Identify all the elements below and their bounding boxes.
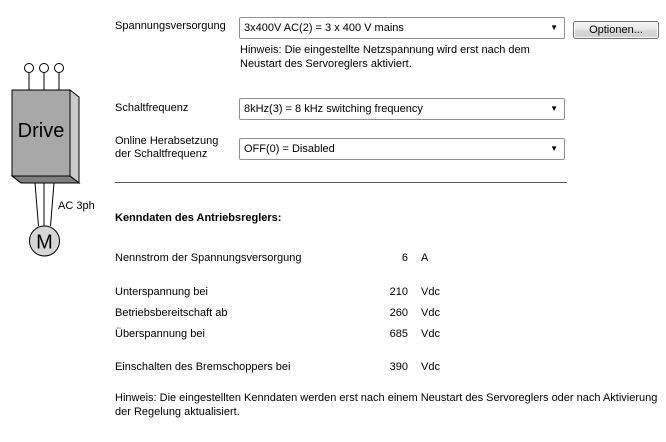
row-label: Überspannung bei bbox=[115, 328, 205, 340]
row-unit: Vdc bbox=[421, 328, 440, 340]
power-supply-combobox[interactable] bbox=[239, 17, 565, 39]
switching-frequency-label: Schaltfrequenz bbox=[115, 102, 189, 114]
row-unit: Vdc bbox=[421, 307, 440, 319]
drive-box-bottom-face bbox=[12, 176, 79, 183]
chevron-down-icon: ▼ bbox=[550, 104, 558, 113]
separator-line bbox=[115, 182, 567, 183]
drive-box-side-face bbox=[70, 90, 79, 183]
row-unit: A bbox=[421, 252, 429, 264]
online-reduction-combobox[interactable] bbox=[239, 138, 565, 160]
online-reduction-label: Online Herabsetzung der Schaltfrequenz bbox=[115, 135, 219, 160]
online-reduction-combobox-value: OFF(0) = Disabled bbox=[244, 143, 335, 155]
row-value: 260 bbox=[389, 307, 408, 319]
row-label: Unterspannung bei bbox=[115, 286, 208, 298]
row-value: 685 bbox=[389, 328, 408, 340]
power-supply-hint: Hinweis: Die eingestellte Netzspannung wird erst nach dem Neustart des Servoreglers aktiviert. bbox=[240, 44, 530, 70]
drive-box-label: Drive bbox=[17, 120, 65, 142]
row-label: Betriebsbereitschaft ab bbox=[115, 307, 228, 319]
terminal-circle bbox=[25, 64, 34, 73]
characteristics-row bbox=[115, 361, 565, 374]
options-button[interactable]: Optionen... bbox=[573, 21, 659, 39]
terminal-circle bbox=[55, 64, 64, 73]
row-unit: Vdc bbox=[421, 286, 440, 298]
switching-frequency-combobox[interactable] bbox=[239, 98, 565, 120]
row-label: Nennstrom der Spannungsversorgung bbox=[115, 252, 302, 264]
chevron-down-icon: ▼ bbox=[550, 144, 558, 153]
motor-cable bbox=[51, 183, 55, 226]
phase-label: AC 3ph bbox=[58, 200, 95, 212]
switching-frequency-combobox-value: 8kHz(3) = 8 kHz switching frequency bbox=[244, 103, 423, 115]
row-label: Einschalten des Bremschoppers bei bbox=[115, 361, 291, 373]
characteristics-row bbox=[115, 252, 565, 265]
characteristics-heading: Kenndaten des Antriebsreglers: bbox=[115, 212, 282, 224]
row-value: 390 bbox=[389, 361, 408, 373]
characteristics-row bbox=[115, 328, 565, 341]
power-supply-label: Spannungsversorgung bbox=[115, 20, 226, 32]
drive-diagram bbox=[0, 0, 110, 270]
terminal-circle bbox=[40, 64, 49, 73]
power-supply-combobox-value: 3x400V AC(2) = 3 x 400 V mains bbox=[244, 22, 404, 34]
characteristics-row bbox=[115, 286, 565, 299]
row-unit: Vdc bbox=[421, 361, 440, 373]
motor-cable bbox=[35, 183, 39, 226]
row-value: 210 bbox=[389, 286, 408, 298]
motor-label: M bbox=[36, 231, 53, 254]
row-value: 6 bbox=[401, 252, 408, 264]
characteristics-row bbox=[115, 307, 565, 320]
characteristics-hint: Hinweis: Die eingestellten Kenndaten werden erst nach einem Neustart des Servoreglers oder nach Aktivierung der Regelung aktualisiert. bbox=[115, 392, 658, 418]
chevron-down-icon: ▼ bbox=[550, 23, 558, 32]
